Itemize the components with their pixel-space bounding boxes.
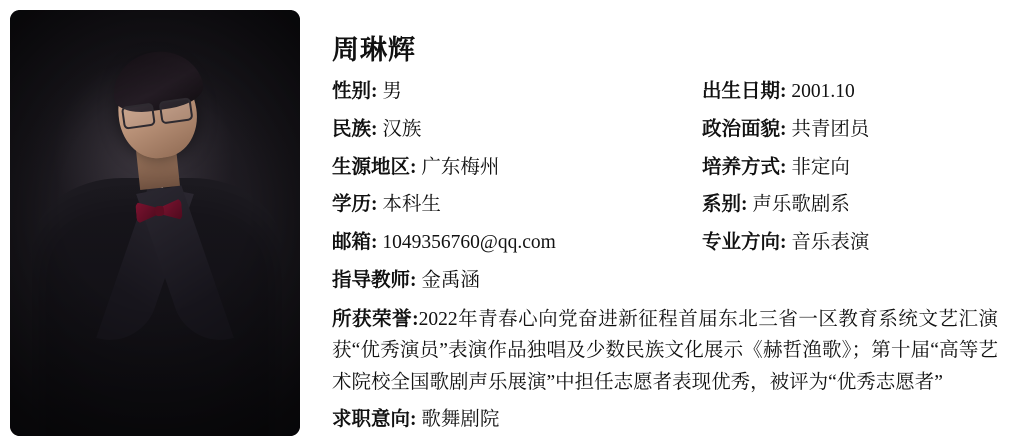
field-education-label: 学历: xyxy=(332,194,378,216)
field-advisor-value: 金禹涵 xyxy=(421,269,480,291)
field-honors-value: 2022年青春心向党奋进新征程首届东北三省一区教育系统文艺汇演获“优秀演员”表演作品独唱及少数民族文化展示《赫哲渔歌》；第十届“高等艺术院校全国歌剧声乐展演”中担任志愿者表现优秀，被评为“优秀志愿者” xyxy=(332,308,998,393)
field-gender xyxy=(332,77,702,108)
field-origin-label: 生源地区: xyxy=(332,156,417,178)
field-honors xyxy=(332,304,998,399)
field-department-value: 声乐歌剧系 xyxy=(752,194,850,216)
field-training-mode-label: 培养方式: xyxy=(702,156,787,178)
field-department-label: 系别: xyxy=(702,194,748,216)
field-political-status-label: 政治面貌: xyxy=(702,118,787,140)
field-ethnicity-value: 汉族 xyxy=(382,118,422,140)
portrait-photo xyxy=(10,10,300,436)
field-political-status-value: 共青团员 xyxy=(791,118,870,140)
field-gender-label: 性别: xyxy=(332,81,378,102)
field-birthdate-label: 出生日期: xyxy=(702,81,787,102)
field-major-direction-label: 专业方向: xyxy=(702,232,787,254)
field-ethnicity xyxy=(332,115,702,146)
field-major-direction xyxy=(702,228,998,259)
field-honors-label: 所获荣誉: xyxy=(332,308,419,330)
page-title: 周琳辉 xyxy=(332,35,416,65)
field-email xyxy=(332,228,702,259)
field-education-value: 本科生 xyxy=(382,194,441,216)
field-gender-value: 男 xyxy=(382,81,402,102)
field-birthdate xyxy=(702,77,998,108)
field-origin-value: 广东梅州 xyxy=(421,156,500,178)
portrait-background xyxy=(10,10,300,436)
field-major-direction-value: 音乐表演 xyxy=(791,232,870,254)
field-ethnicity-label: 民族: xyxy=(332,118,378,140)
profile-field-grid xyxy=(332,77,998,259)
field-training-mode-value: 非定向 xyxy=(791,156,850,178)
field-advisor xyxy=(332,266,998,297)
photo-vignette xyxy=(10,10,300,436)
field-email-value: 1049356760@qq.com xyxy=(382,232,556,254)
field-job-intent-label: 求职意向: xyxy=(332,408,417,430)
field-education xyxy=(332,190,702,221)
field-department xyxy=(702,190,998,221)
field-email-label: 邮箱: xyxy=(332,232,378,254)
field-origin xyxy=(332,153,702,184)
field-advisor-label: 指导教师: xyxy=(332,269,417,291)
field-birthdate-value: 2001.10 xyxy=(791,81,855,102)
profile-info xyxy=(300,0,1024,446)
field-job-intent xyxy=(332,405,998,436)
field-political-status xyxy=(702,115,998,146)
field-job-intent-value: 歌舞剧院 xyxy=(421,408,500,430)
field-training-mode xyxy=(702,153,998,184)
